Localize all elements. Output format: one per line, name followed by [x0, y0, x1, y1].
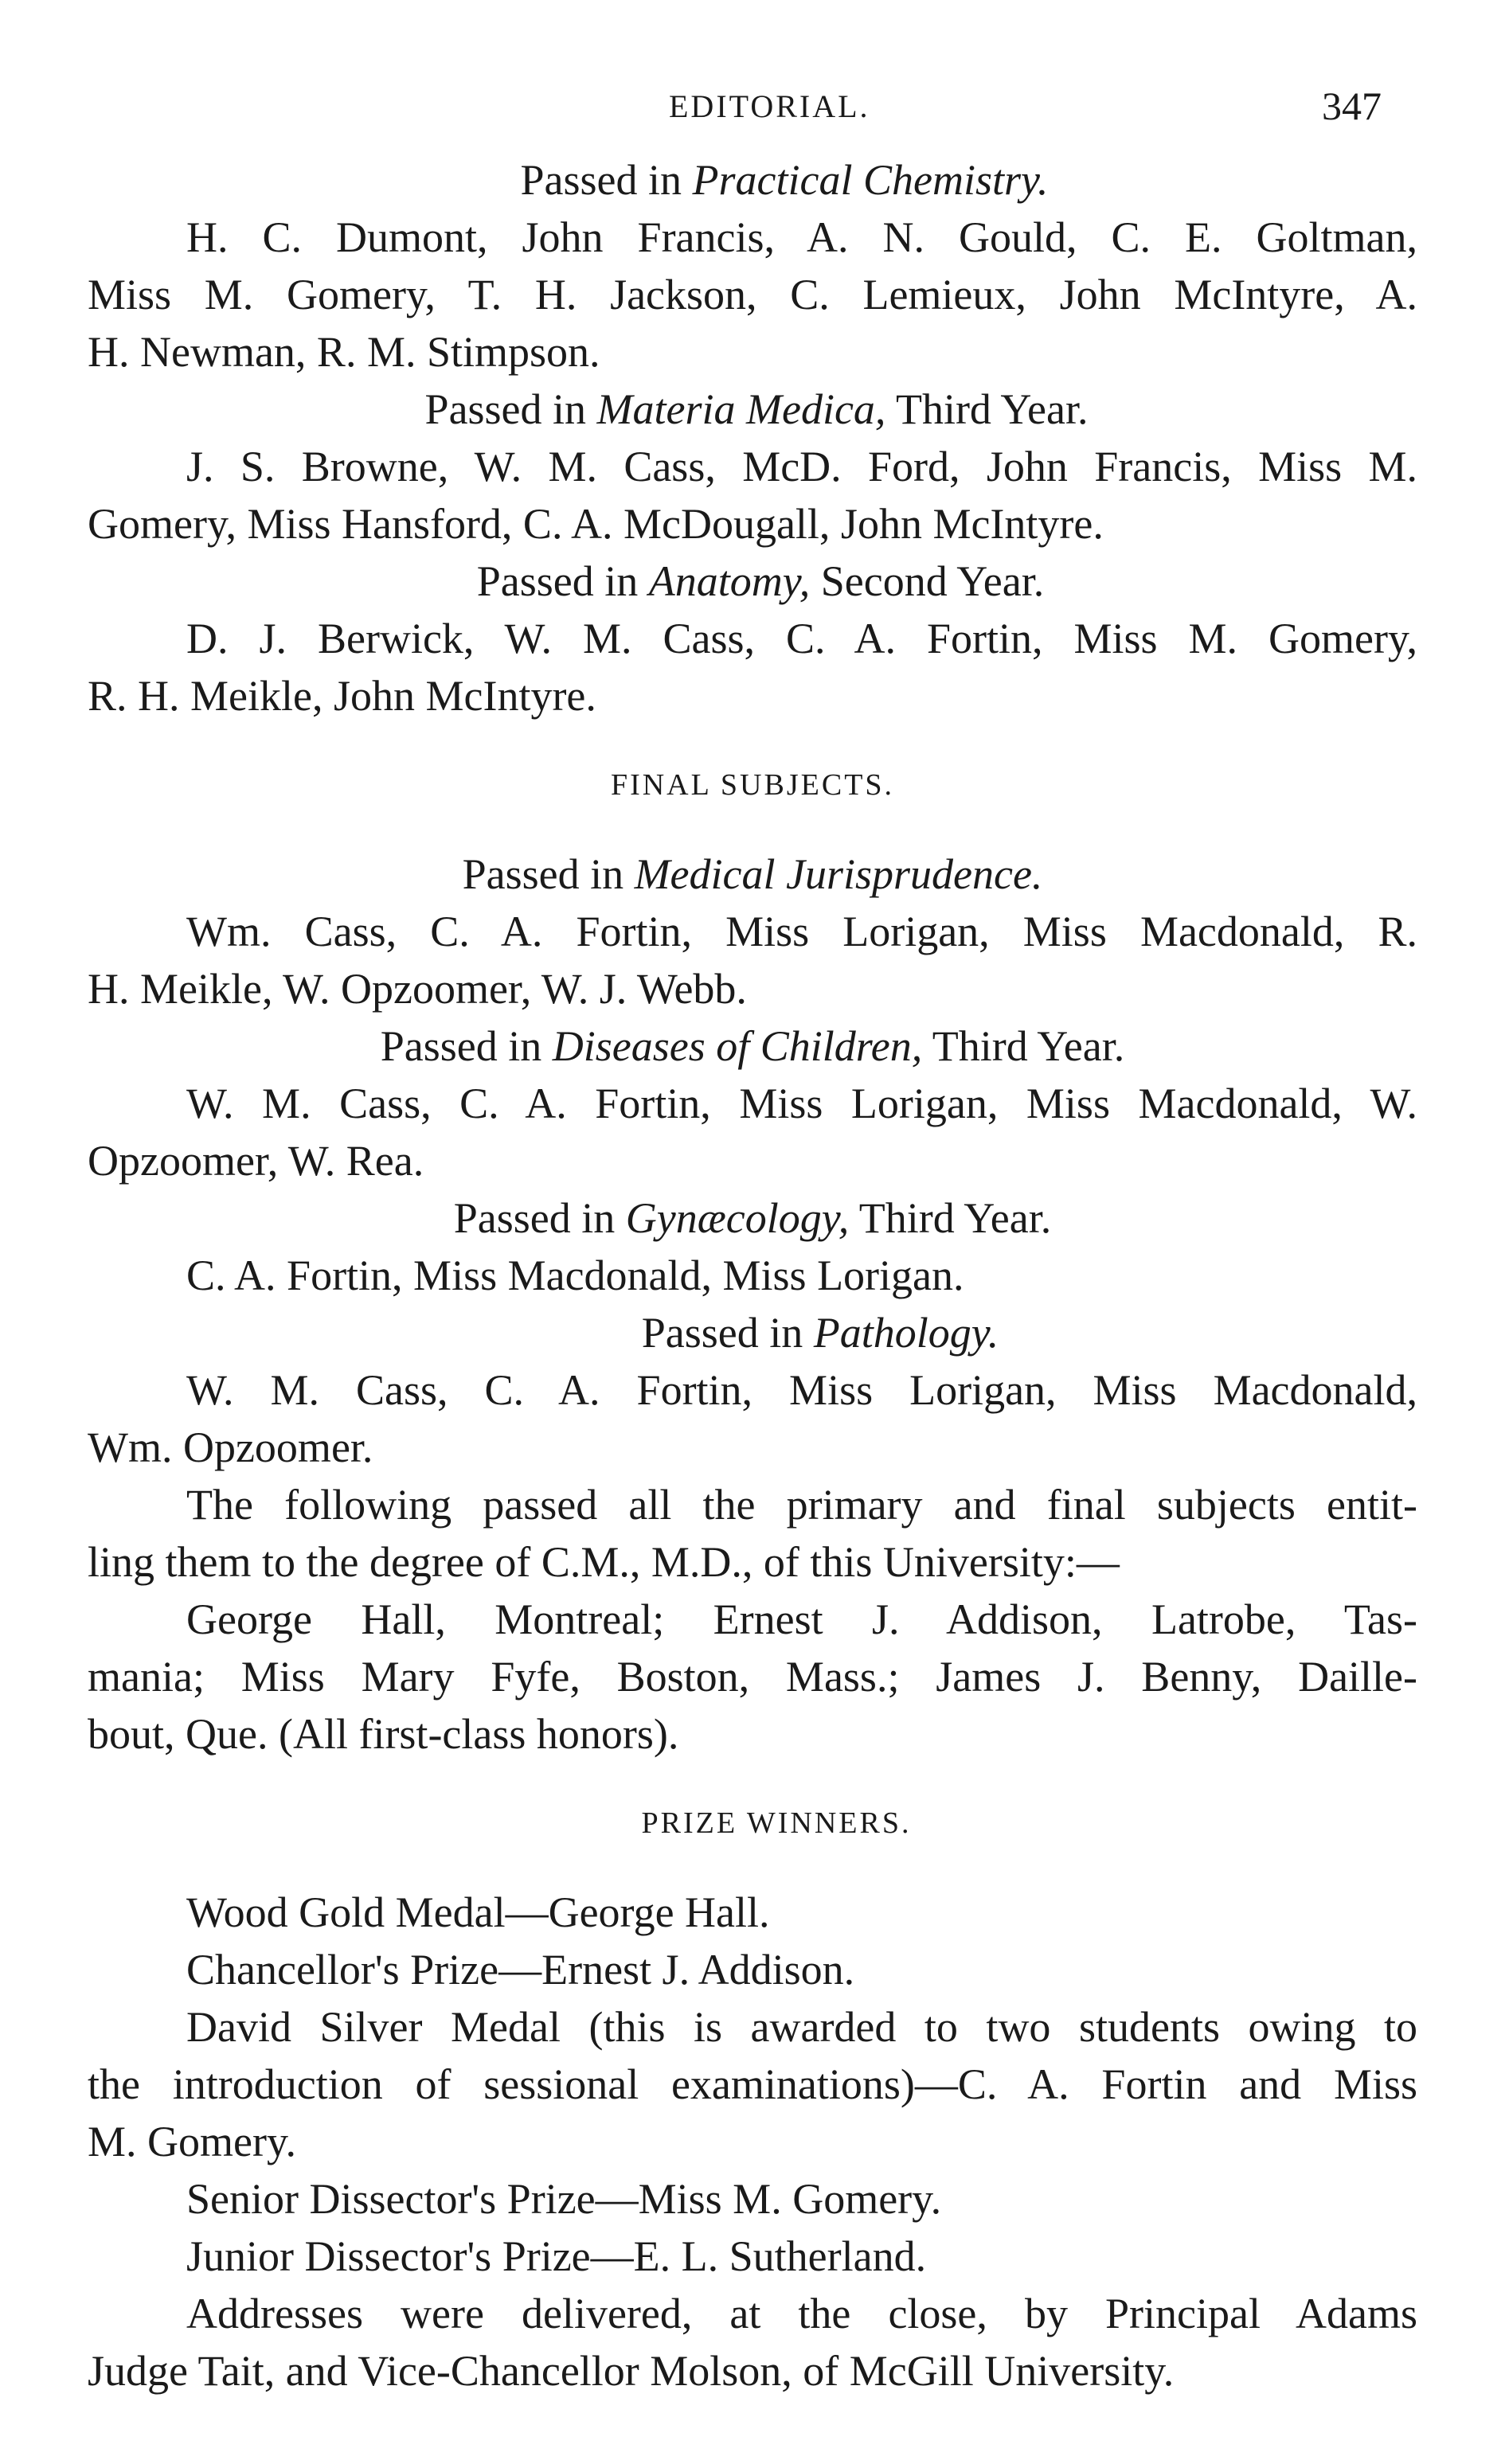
- heading-italic: Anatomy,: [648, 557, 811, 605]
- paragraph-line: mania; Miss Mary Fyfe, Boston, Mass.; James J. Benny, Daille-: [88, 1653, 1417, 1701]
- list-line: W. M. Cass, C. A. Fortin, Miss Lorigan, Miss Macdonald,: [186, 1366, 1417, 1414]
- heading-italic: Materia Medica,: [596, 385, 886, 433]
- paragraph-line: George Hall, Montreal; Ernest J. Addison, Latrobe, Tas-: [186, 1595, 1417, 1643]
- list-line: Wm. Cass, C. A. Fortin, Miss Lorigan, Miss Macdonald, R.: [186, 908, 1417, 955]
- prize-line: M. Gomery.: [88, 2118, 296, 2165]
- prize-winners-title: PRIZE WINNERS.: [641, 1806, 912, 1840]
- prize-line: the introduction of sessional examinations)—C. A. Fortin and Miss: [88, 2060, 1417, 2108]
- running-header: [0, 80, 1505, 127]
- paragraph-line: ling them to the degree of C.M., M.D., of this University:—: [88, 1538, 1120, 1586]
- list-line: Opzoomer, W. Rea.: [88, 1137, 424, 1185]
- heading-italic: Practical Chemistry.: [692, 156, 1049, 204]
- prize-line: Wood Gold Medal—George Hall.: [186, 1888, 770, 1936]
- page-number: 347: [1322, 84, 1382, 128]
- paragraph-line: The following passed all the primary and final subjects entit-: [186, 1481, 1417, 1529]
- heading-text: Third Year.: [885, 385, 1089, 433]
- heading-text: Passed in: [476, 557, 649, 605]
- heading-text: Passed in: [520, 156, 693, 204]
- heading-text: Passed in: [462, 850, 635, 898]
- prize-line: David Silver Medal (this is awarded to two students owing to: [186, 2003, 1417, 2051]
- running-title: EDITORIAL.: [669, 88, 870, 124]
- list-line: J. S. Browne, W. M. Cass, McD. Ford, John Francis, Miss M.: [186, 443, 1417, 490]
- list-line: R. H. Meikle, John McIntyre.: [88, 672, 596, 720]
- prize-line: Chancellor's Prize—Ernest J. Addison.: [186, 1946, 855, 1993]
- section-heading-anatomy: [88, 553, 1417, 610]
- heading-text: Passed in: [380, 1022, 553, 1070]
- final-subjects-title: FINAL SUBJECTS.: [610, 768, 895, 802]
- prize-line: Addresses were delivered, at the close, by Principal Adams: [186, 2290, 1417, 2337]
- list-line: H. Meikle, W. Opzoomer, W. J. Webb.: [88, 965, 747, 1013]
- prize-line: Judge Tait, and Vice-Chancellor Molson, of McGill University.: [88, 2347, 1175, 2395]
- paragraph-line: bout, Que. (All first-class honors).: [88, 1710, 679, 1758]
- section-heading-jurisprudence: [88, 845, 1417, 903]
- list-line: W. M. Cass, C. A. Fortin, Miss Lorigan, Miss Macdonald, W.: [186, 1080, 1417, 1127]
- heading-text: Passed in: [641, 1309, 814, 1357]
- prize-line: Junior Dissector's Prize—E. L. Sutherland.: [186, 2232, 927, 2280]
- section-heading-materia-medica: [88, 381, 1417, 438]
- page-body: [88, 151, 1417, 2400]
- list-line: H. C. Dumont, John Francis, A. N. Gould, C. E. Goltman,: [186, 213, 1417, 261]
- list-line: C. A. Fortin, Miss Macdonald, Miss Lorigan.: [186, 1252, 964, 1299]
- heading-text: Passed in: [424, 385, 597, 433]
- list-line: D. J. Berwick, W. M. Cass, C. A. Fortin, Miss M. Gomery,: [186, 615, 1417, 662]
- section-heading-practical-chemistry: [88, 151, 1417, 209]
- heading-italic: Gynæcology,: [625, 1194, 850, 1242]
- list-line: Gomery, Miss Hansford, C. A. McDougall, John McIntyre.: [88, 500, 1104, 548]
- heading-italic: Pathology.: [813, 1309, 999, 1357]
- heading-text: Second Year.: [810, 557, 1045, 605]
- heading-italic: Medical Jurisprudence.: [634, 850, 1043, 898]
- list-line: H. Newman, R. M. Stimpson.: [88, 328, 600, 376]
- list-line: Miss M. Gomery, T. H. Jackson, C. Lemieux, John McIntyre, A.: [88, 271, 1417, 318]
- heading-text: Passed in: [453, 1194, 626, 1242]
- heading-text: Third Year.: [922, 1022, 1125, 1070]
- section-heading-gynaecology: [88, 1189, 1417, 1247]
- section-heading-diseases-children: [88, 1017, 1417, 1075]
- section-heading-pathology: [88, 1304, 1417, 1361]
- heading-text: Third Year.: [849, 1194, 1052, 1242]
- heading-italic: Diseases of Children,: [552, 1022, 923, 1070]
- prize-line: Senior Dissector's Prize—Miss M. Gomery.: [186, 2175, 942, 2223]
- list-line: Wm. Opzoomer.: [88, 1423, 373, 1471]
